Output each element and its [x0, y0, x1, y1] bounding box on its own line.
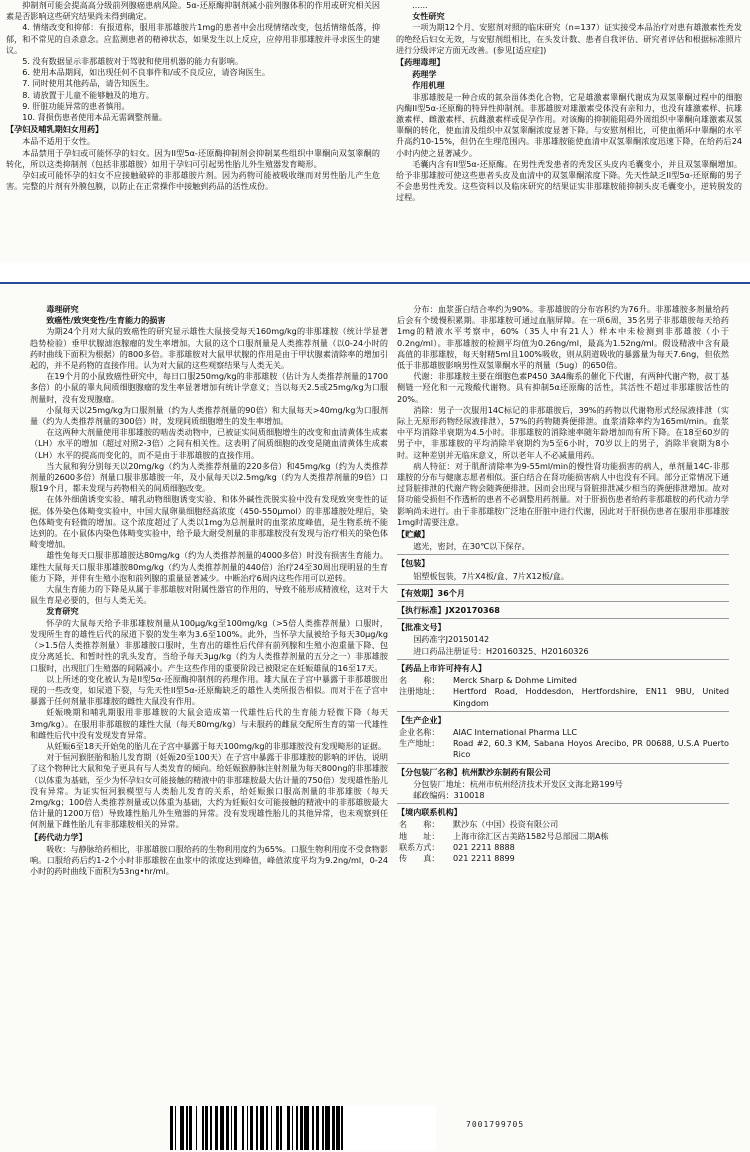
- info-label: 注册地址：: [399, 686, 440, 697]
- info-line: 国药准字J20150142: [413, 634, 490, 645]
- barcode-bar: [336, 1106, 339, 1150]
- barcode-bar: [332, 1106, 335, 1150]
- info-label: 地 址：: [399, 830, 440, 841]
- paragraph: 孕妇或可能怀孕的妇女不应接触破碎的非那雄胺片剂。因为药物可能被吸收继而对男性胎儿产生危害。完整的片剂有外膜包膜，以防止在正常操作中接触到药品的活性成份。: [6, 170, 380, 192]
- barcode-bar: [231, 1106, 233, 1150]
- paragraph: 病人特征：对于肌酐清除率为9-55ml/min的慢性肾功能损害的病人，单剂量14C-非那雄胺的分布与健康志愿者相似。蛋白结合在肾功能损害病人中也没有不同。部分正常情况下通过肾脏排泄的代谢产物会随粪便排泄。因而会出现与肾脏排泄减少相当的粪便排泄增加。故对肾功能受损但不作透析的患者不必调整用药剂量。对于肝损伤患者给药非那雄胺的药代动力学影响尚未进行。由于非那雄胺广泛地在肝脏中进行代谢，因此对于肝损伤患者在服用非那雄胺1mg时需要注意。: [397, 460, 729, 527]
- barcode-bar: [220, 1106, 225, 1150]
- info-row: [397, 686, 729, 708]
- section-divider: [397, 659, 729, 660]
- paragraph: 本品禁用于孕妇或可能怀孕的妇女。因为II型5α-还原酶抑制剂会抑制某些组织中睾酮向双氢睾酮的转化，所以这类抑制剂（包括非那雄胺）如用于孕妇可引起男性胎儿外生殖器发育畸形。: [6, 147, 380, 169]
- paragraph: 吸收：与静脉给药相比，非那雄胺口服给药的生物利用度约为65%。口服生物利用度不受食物影响。口服给药后约1-2个小时非那雄胺在血浆中的浓度达到峰值，峰值浓度平均为9.2ng/ml，0-24小时的药时曲线下面积为53ng•hr/ml。: [30, 843, 388, 877]
- section-divider: [397, 554, 729, 555]
- barcode-number: 7001799705: [466, 1120, 525, 1129]
- paragraph: 代谢：非那雄胺主要在细胞色素P450 3A4酶系的催化下代谢，有两种代谢产物，叔丁基侧链一羟化和一元羧酸代谢物。具有抑制5α还原酶的活性，其活性不超过非那雄胺活性的20%。: [397, 371, 729, 404]
- section-divider: [397, 803, 729, 804]
- info-line: 分包装厂地址：杭州市杭州经济技术开发区文海北路199号: [413, 778, 623, 789]
- section-divider: [397, 584, 729, 585]
- paragraph: 分布：血浆蛋白结合率约为90%。非那雄胺的分布容积约为76升。非那雄胺多剂量给药后会有个缓慢积累期。非那雄胺可通过血脑屏障。在一项6周，35名男子非那雄胺每天给药1mg的精液水平考察中，60%（35人中有21人）样本中未检测到非那雄胺（小于0.2ng/ml）。非那雄胺的检测平均值为0.26ng/ml，最高为1.52ng/ml。假设精液中含有最高值的非那雄胺，每天射精5ml且100%吸收，则从阴道吸收的暴露量为每天7.6ng，但依然低于非那雄胺影响男性双氢睾酮水平的剂量（5ug）的650倍。: [397, 304, 729, 371]
- barcode-bar: [256, 1106, 258, 1150]
- subsection-heading: 女性研究: [412, 11, 445, 22]
- top-left-column: [6, 0, 380, 262]
- barcode-bar: [292, 1106, 294, 1150]
- barcode-bar: [341, 1106, 343, 1150]
- section-heading: 【贮藏】: [397, 529, 430, 540]
- page-gap: [0, 262, 750, 282]
- paragraph: 铝塑板包装，7片X4板/盒、7片X12板/盒。: [413, 570, 569, 581]
- barcode-bar: [175, 1106, 177, 1150]
- paragraph: 6. 使用本品期间，如出现任何不良事件和/或不良反应，请咨询医生。: [22, 67, 270, 78]
- leaflet-bottom-section: [0, 282, 750, 1152]
- paragraph: 10. 肾损伤患者使用本品无需调整剂量。: [22, 112, 168, 123]
- paragraph: 怀孕的大鼠每天给予非那雄胺剂量从100μg/kg至100mg/kg（>5倍人类推荐剂量）口服时，发现所生育的雄性后代的尿道下裂的发生率为3.6至100%。此外，当怀孕大鼠被给予每天30μg/kg（>1.5倍人类推荐剂量）非那雄胺口服时，生育出的雄性后代伴有前列腺和生殖小泡重量下降、包皮分离延长、和暂时性的乳头发育，当给予每天3μg/kg（约为人类推荐剂量的五分之一）非那雄胺口服时，出现肛门生殖器的间隔减小。产生这些作用的重要阶段已被限定在妊娠雄鼠的16至17天。: [30, 617, 388, 673]
- paragraph: 在体外细菌诱变实验、哺乳动物细胞诱变实验、和体外碱性洗脱实验中没有发现致突变性的证据。体外染色体畸变实验中，中国大鼠卵巢细胞经高浓度（450-550μmol）的非那雄胺处理后，染色体畸变有轻微的增加。这个浓度超过了人类以1mg为总剂量时的血浆浓度峰值，是生物系统不能达到的。在小鼠体内染色体畸变实验中，给予最大耐受剂量的非那雄胺没有发现与治疗相关的染色体畸变增加。: [30, 494, 388, 550]
- paragraph: 一项为期12个月、安慰剂对照的临床研究（n=137）证实接受本品治疗对患有雄激素性秃发的绝经后妇女无效，与安慰剂组相比，在头发计数、患者自我评估、研究者评估和根据标准照片进行分级评定方面无改善。(参见[适应症]): [396, 22, 742, 55]
- barcode-bar: [250, 1106, 253, 1150]
- barcode-bar: [276, 1106, 279, 1150]
- info-value: 021 2211 8888: [453, 841, 515, 852]
- barcode-bar: [300, 1106, 303, 1150]
- paragraph: 妊娠晚期和哺乳期服用非那雄胺的大鼠会造成第一代雄性后代的生育能力轻微下降（每天3mg/kg）。在服用非那雄胺的雄性大鼠（每天80mg/kg）与未服药的雌鼠交配所生育的第一代雄性和雌性后代中没有发现发育异常。: [30, 707, 388, 740]
- section-heading: 【执行标准】JX20170368: [397, 605, 500, 616]
- paragraph: 从妊娠6至18天开始兔的胎儿在子宫中暴露于每天100mg/kg的非那雄胺没有发现畸形的证据。: [46, 740, 386, 751]
- section-heading: 【药理毒理】: [396, 57, 445, 68]
- info-label: 生产地址：: [399, 738, 440, 749]
- info-value: 021 2211 8899: [453, 852, 515, 863]
- section-heading: 【分包装厂名称】杭州默沙东制药有限公司: [397, 766, 551, 777]
- info-row: [397, 727, 729, 738]
- paragraph: 当大鼠和狗分别每天以20mg/kg（约为人类推荐剂量的220多倍）和45mg/kg（约为人类推荐剂量的2600多倍）剂量口服非那雄胺一年，及小鼠每天以2.5mg/kg（约为人类推荐剂量的9倍）口服19个月，都未发现与药物相关的间质细胞改变。: [30, 460, 388, 494]
- info-label: 企业名称：: [399, 726, 440, 737]
- paragraph: 以上所述的变化被认为是II型5α-还原酶抑制剂的药理作用。雄大鼠在子宫中暴露于非那雄胺出现的一些改变，如尿道下裂，与先天性II型5α-还原酶缺乏的雄性人类所报告相似。而对于在子宫中暴露于任何剂量非那雄胺的雌性大鼠没有作用。: [30, 673, 388, 707]
- info-row: [397, 853, 729, 864]
- barcode-bar: [280, 1106, 282, 1150]
- info-row: [397, 819, 729, 830]
- section-heading: 【境内联系机构】: [397, 807, 462, 818]
- section-heading: 【有效期】36个月: [397, 587, 465, 598]
- section-divider: [397, 711, 729, 712]
- info-line: 邮政编码：310018: [413, 789, 485, 800]
- section-heading: 【孕妇及哺乳期妇女用药】: [6, 124, 104, 135]
- paragraph: 8. 请放置于儿童不能够触及的地方。: [22, 89, 154, 100]
- barcode-bar: [170, 1106, 173, 1150]
- section-heading: 【包装】: [397, 558, 430, 569]
- paragraph: 9. 肝脏功能异常的患者慎用。: [22, 100, 130, 111]
- subsection-heading: 发育研究: [46, 606, 79, 617]
- paragraph: 雄性兔每天口服非那雄胺达80mg/kg（约为人类推荐剂量的4000多倍）时没有损害生育能力。雄性大鼠每天口服非那雄胺80mg/kg（约为人类推荐剂量的440倍）治疗24至30周出现明显的生育能力下降，并伴有生殖小泡和前列腺的重量显著减少。中断治疗6周内这些作用可以逆转。: [30, 550, 388, 583]
- barcode-bar: [312, 1106, 314, 1150]
- paragraph: 在19个月的小鼠致癌性研究中，每日口服250mg/kg的非那雄胺（估计为人类推荐剂量的1700多倍）的小鼠的睾丸间质细胞腺瘤的发生率显著增加有统计学意义；当以每天2.5或25mg/kg为口服剂量时，没有发现腺瘤。: [30, 371, 388, 404]
- bottom-right-column: [397, 304, 729, 1104]
- info-label: 传 真：: [399, 852, 440, 863]
- info-row: [397, 842, 729, 853]
- paragraph: 遮光，密封，在30℃以下保存。: [413, 541, 530, 552]
- barcode-bar: [189, 1106, 192, 1150]
- info-row: [397, 675, 729, 686]
- paragraph: 对于恒河猴胚胎和胎儿发育期（妊娠20至100天）在子宫中暴露于非那雄胺的影响的评估，说明了这个物种比大鼠和兔子更具有与人类发育的倾向。给妊娠猴静脉注射剂量为每天800ng的非那雄胺（以体重为基础，至少为怀孕妇女可能接触的精液中的非那雄胺最大估计量的750倍）发现雄性胎儿没有异常。为证实恒河猴模型与人类胎儿发育的关系，给妊娠猴口服高剂量的非那雄胺（每天2mg/kg；100倍人类推荐剂量或以体重为基础，大约为妊娠妇女可能接触的精液中的非那雄胺最大估计量的1200万倍）导致雄性胎儿外生殖器的异常。没有发现雄性胎儿的其他异常，也未观察到任何剂量下雌性胎儿有非那雄胺相关的异常。: [30, 752, 388, 830]
- subsection-heading: 药理学: [412, 69, 437, 80]
- barcode-bar: [296, 1106, 298, 1150]
- leaflet-top-section: [0, 0, 750, 264]
- subsection-heading: 致癌性/致突变性/生育能力的损害: [46, 315, 166, 326]
- section-heading: 【批准文号】: [397, 622, 446, 633]
- info-label: 名 称：: [399, 675, 440, 686]
- info-label: 名 称：: [399, 819, 440, 830]
- barcode-bar: [247, 1106, 249, 1150]
- barcode-bar: [266, 1106, 268, 1150]
- barcode-bar: [260, 1106, 265, 1150]
- section-heading: 【药代动力学】: [30, 831, 87, 842]
- paragraph: 本品不适用于女性。: [22, 136, 96, 147]
- barcode: [170, 1106, 436, 1150]
- barcode-bar: [271, 1106, 273, 1150]
- paragraph: 7. 同时使用其他药品，请告知医生。: [22, 78, 154, 89]
- barcode-bar: [242, 1106, 244, 1150]
- subsection-heading: 毒理研究: [46, 304, 79, 314]
- barcode-bar: [196, 1106, 198, 1150]
- barcode-bar: [205, 1106, 208, 1150]
- paragraph: 大鼠生育能力的下降是从属于非那雄胺对附属性器官的作用的，导致不能形成精液栓，这对于大鼠生育是必要的，但与人类无关。: [30, 584, 388, 606]
- paragraph: 毛囊内含有II型5α-还原酶。在男性秃发患者的秃发区头皮内毛囊变小，并且双氢睾酮增加。给予非那雄胺可使这些患者头皮及血清中的双氢睾酮浓度下降。先天性缺乏II型5α-还原酶的男子不会患男性秃发。这些资料以及临床研究的结果证实非那雄胺能抑制头皮毛囊变小，逆转脱发的过程。: [396, 158, 742, 203]
- barcode-bar: [202, 1106, 204, 1150]
- barcode-bar: [180, 1106, 185, 1150]
- section-divider: [397, 601, 729, 602]
- barcode-bar: [304, 1106, 309, 1150]
- paragraph: 在这两种大剂量使用非那雄胺的啮齿类动物中，已被证实间质细胞增生的改变和血清黄体生成素（LH）水平的增加（超过对照2-3倍）之间有相关性。这表明了间质细胞的改变是随血清黄体生成素（LH）水平的提高而变化的，而不是由于非那雄胺的直接作用。: [30, 427, 388, 460]
- subsection-heading: 作用机理: [412, 80, 445, 91]
- barcode-bar: [234, 1106, 237, 1150]
- barcode-bar: [210, 1106, 212, 1150]
- barcode-bar: [226, 1106, 229, 1150]
- info-value: Road #2, 60.3 KM, Sabana Hoyos Arecibo, PR 00688, U.S.A Puerto Rico: [453, 738, 729, 760]
- info-value: Hertford Road, Hoddesdon, Hertfordshire, EN11 9BU, United Kingdom: [453, 686, 729, 708]
- barcode-bar: [215, 1106, 218, 1150]
- paragraph: 非那雄胺是一种合成的氮杂甾体类化合物，它是雄激素睾酮代谢成为双氢睾酮过程中的细胞内酶II型5α-还原酶的特异性抑制剂。非那雄胺对雄激素受体没有亲和力，也没有雄激素样、抗雄激素样、雌激素样、抗雌激素样或促孕作用。对该酶的抑制能阻碍外周组织中睾酮向雄激素双氢睾酮的转化，使血清及组织中双氢睾酮浓度显著下降。与安慰剂相比，可使血循环中睾酮的水平升高约10-15%，但仍在生理范围内。非那雄胺能使血清中双氢睾酮浓度迅速下降，在给药后24小时内使之显著减少。: [396, 91, 742, 158]
- top-right-column: [396, 0, 742, 262]
- section-heading: 【生产企业】: [397, 714, 446, 725]
- paragraph: 消除：男子一次服用14C标记的非那雄胺后，39%的药物以代谢物形式经尿液排泄（实际上无原形药物经尿液排泄），57%的药物随粪便排泄。血浆清除率约为165ml/min。血浆中平均消除半衰期为4.5小时。非那雄胺的消除速率随年龄增加而有所下降。在18至60岁的男子中，非那雄胺的平均消除半衰期约为5至6小时，70岁以上的男子，消除半衰期为8小时。这种差别并无临床意义，所以老年人不必减量用药。: [397, 404, 729, 460]
- section-divider: [397, 618, 729, 619]
- paragraph: 小鼠每天以25mg/kg为口服剂量（约为人类推荐剂量的90倍）和大鼠每天>40mg/kg为口服剂量（约为人类推荐剂量的300倍）时，发现间质细胞增生的发生率增加。: [30, 404, 388, 427]
- section-divider: [397, 763, 729, 764]
- paragraph: ......: [412, 0, 428, 10]
- barcode-bar: [316, 1106, 319, 1150]
- barcode-bar: [322, 1106, 324, 1150]
- paragraph: 5. 没有数据显示非那雄胺对于驾驶和使用机器的能力有影响。: [22, 56, 243, 67]
- info-label: 联系方式：: [399, 841, 440, 852]
- barcode-bar: [186, 1106, 188, 1150]
- info-row: [397, 738, 729, 760]
- paragraph: 抑制剂可能会提高高分级前列腺癌患病风险。5α-还原酶抑制剂减小前列腺体积的作用或研究相关因素是否影响这些研究结果尚未得到确定。: [6, 0, 380, 22]
- info-line: 进口药品注册证号：H20160325、H20160326: [413, 645, 589, 656]
- info-value: 上海市徐汇区古美路1582号总部园二期A栋: [453, 830, 609, 841]
- paragraph: 为期24个月对大鼠的致癌性的研究显示雄性大鼠接受每天160mg/kg的非那雄胺（统计学显著趋势检验）垂甲状腺滤泡腺瘤的发生率增加。大鼠的这个口服剂量是人类推荐剂量（以0-24小时的药时曲线下面积为根据）的800多倍。非那雄胺对大鼠甲状腺的作用是由于甲状腺素清除率的增加引起的，并不是药物的直接作用。认为对大鼠的这些观察结果与人类无关。: [30, 326, 388, 371]
- info-row: [397, 831, 729, 842]
- barcode-bar: [287, 1106, 290, 1150]
- barcode-bar: [325, 1106, 330, 1150]
- bottom-left-column: [30, 304, 388, 1104]
- info-value: Merck Sharp & Dohme Limited: [453, 675, 577, 686]
- section-heading: 【药品上市许可持有人】: [397, 662, 487, 673]
- info-value: 默沙东（中国）投资有限公司: [453, 819, 559, 830]
- info-value: AIAC International Pharma LLC: [453, 726, 578, 737]
- paragraph: 4. 情绪改变和抑郁：有报道称，服用非那雄胺片1mg的患者中会出现情绪改变，包括情绪低落，抑郁，和不常见的自杀意念。应监测患者的精神状态，如果发生以上反应，应停用非那雄胺并寻求医生的建议。: [6, 22, 380, 55]
